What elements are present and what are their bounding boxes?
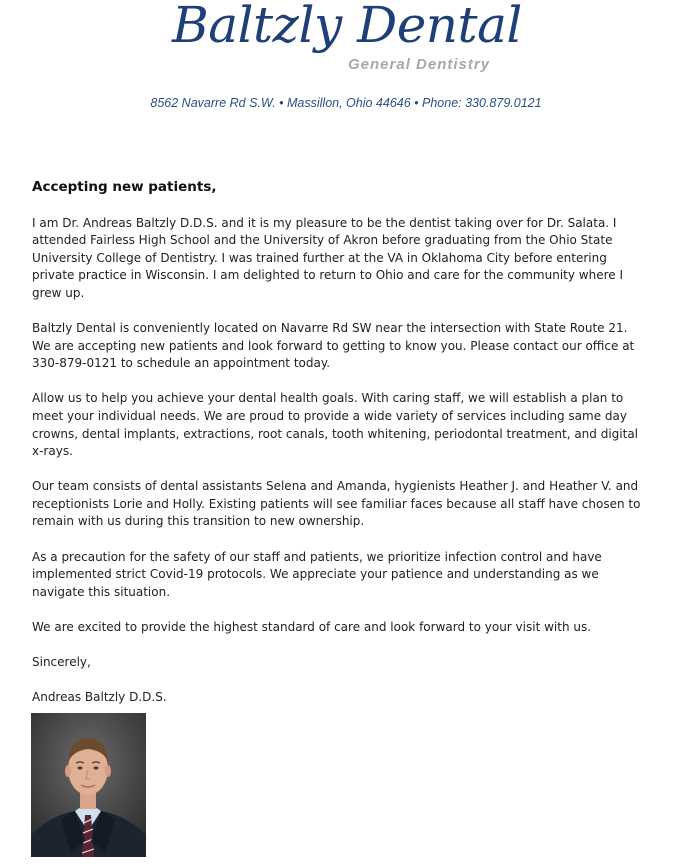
- address-line: 8562 Navarre Rd S.W. • Massillon, Ohio 44646 • Phone: 330.879.0121: [150, 96, 542, 110]
- paragraph-services: Allow us to help you achieve your dental health goals. With caring staff, we will establish a plan to meet your individual needs. We are proud to provide a wide variety of services including same day crowns, dental implants, extractions, root canals, tooth whitening, periodontal treatment, and digital x-rays.: [32, 391, 639, 459]
- logo-subtitle: General Dentistry: [348, 56, 491, 73]
- paragraph-introduction: I am Dr. Andreas Baltzly D.D.S. and it is my pleasure to be the dentist taking over for Dr. Salata. I attended Fairless High School and the University of Akron before graduating from the Ohio State University College of Dentistry. I was trained further at the VA in Oklahoma City before entering private practice in Wisconsin. I am delighted to return to Ohio and care for the community where I grew up.: [32, 215, 623, 300]
- letterhead: [0, 0, 692, 120]
- paragraph-closing-remark: We are excited to provide the highest standard of care and look forward to your visit with us.: [32, 619, 592, 634]
- closing-salutation: Sincerely,: [32, 654, 91, 669]
- paragraph-location: Baltzly Dental is conveniently located on Navarre Rd SW near the intersection with State Route 21. We are accepting new patients and look forward to getting to know you. Please contact our office at 330-879-0121 to schedule an appointment today.: [32, 321, 635, 371]
- letter-heading: Accepting new patients,: [32, 179, 217, 195]
- letter-body: [32, 179, 644, 724]
- logo-wordmark: Baltzly Dental: [172, 0, 522, 54]
- dentist-portrait-photo: [31, 713, 146, 857]
- signature-name: Andreas Baltzly D.D.S.: [32, 689, 167, 704]
- paragraph-team: Our team consists of dental assistants Selena and Amanda, hygienists Heather J. and Heather V. and receptionists Lorie and Holly. Existing patients will see familiar faces because all staff have chosen to remain with us during this transition to new ownership.: [32, 479, 641, 529]
- paragraph-covid: As a precaution for the safety of our staff and patients, we prioritize infection control and have implemented strict Covid-19 protocols. We appreciate your patience and understanding as we navigate this situation.: [32, 549, 602, 599]
- practice-logo: [172, 0, 522, 78]
